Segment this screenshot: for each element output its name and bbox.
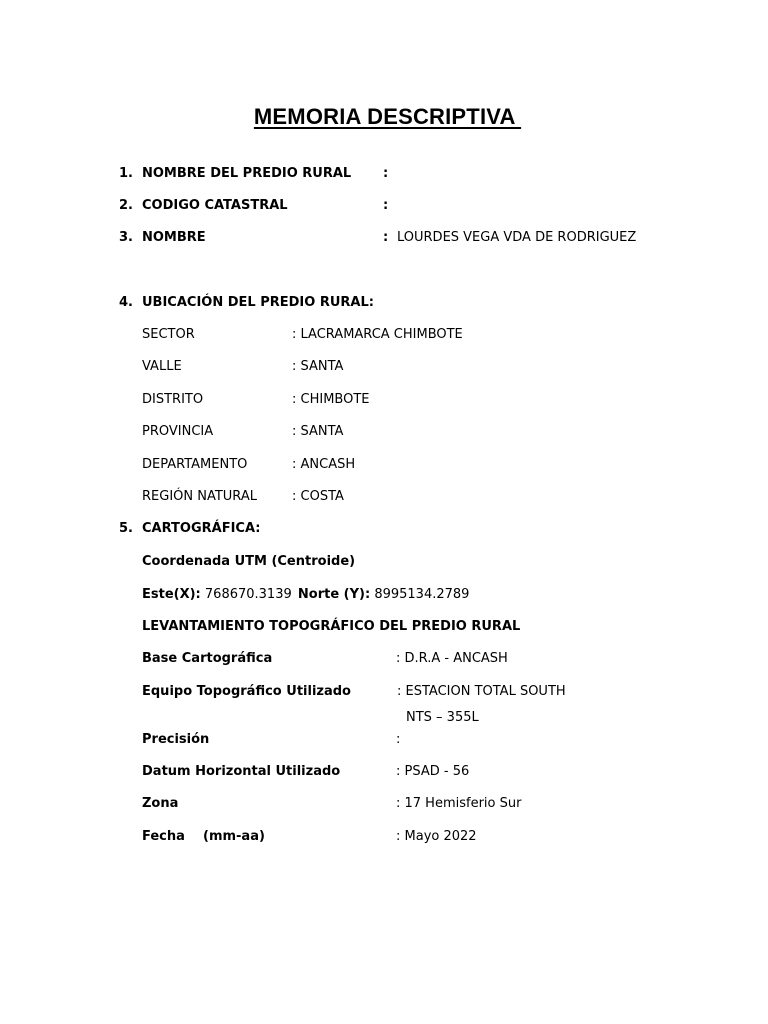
carto-value-zona: : 17 Hemisferio Sur <box>396 796 522 811</box>
utm-coordinates <box>142 586 469 604</box>
section-4-heading: UBICACIÓN DEL PREDIO RURAL: <box>142 295 374 310</box>
section-2-label: CODIGO CATASTRAL <box>142 198 288 213</box>
ubicacion-value-valle: : SANTA <box>292 359 344 374</box>
section-3-value: LOURDES VEGA VDA DE RODRIGUEZ <box>397 230 637 245</box>
carto-value-equipo-line2: NTS – 355L <box>406 710 479 725</box>
ubicacion-label-departamento: DEPARTAMENTO <box>142 457 248 472</box>
norte-label: Norte (Y): <box>297 587 371 602</box>
carto-label-equipo: Equipo Topográfico Utilizado <box>142 684 351 699</box>
ubicacion-label-sector: SECTOR <box>142 327 195 342</box>
levantamiento-heading: LEVANTAMIENTO TOPOGRÁFICO DEL PREDIO RURAL <box>142 619 521 634</box>
carto-label-base: Base Cartográfica <box>142 651 273 666</box>
ubicacion-label-distrito: DISTRITO <box>142 392 204 407</box>
ubicacion-value-sector: : LACRAMARCA CHIMBOTE <box>292 327 463 342</box>
section-4-number: 4. <box>119 295 133 310</box>
carto-value-equipo: : ESTACION TOTAL SOUTH <box>397 684 566 699</box>
norte-value: 8995134.2789 <box>374 587 470 602</box>
carto-value-fecha: : Mayo 2022 <box>396 829 477 844</box>
carto-label-zona: Zona <box>142 796 179 811</box>
section-1-label: NOMBRE DEL PREDIO RURAL <box>142 166 352 181</box>
carto-value-precision: : <box>396 732 401 747</box>
section-5-heading: CARTOGRÁFICA: <box>142 521 261 536</box>
ubicacion-label-region: REGIÓN NATURAL <box>142 489 257 504</box>
section-3-colon: : <box>383 230 389 245</box>
ubicacion-value-distrito: : CHIMBOTE <box>292 392 370 407</box>
section-3-number: 3. <box>119 230 133 245</box>
document-title: MEMORIA DESCRIPTIVA <box>253 104 522 129</box>
carto-label-datum: Datum Horizontal Utilizado <box>142 764 341 779</box>
section-3-label: NOMBRE <box>142 230 206 245</box>
carto-value-base: : D.R.A - ANCASH <box>396 651 508 666</box>
ubicacion-value-departamento: : ANCASH <box>292 457 356 472</box>
ubicacion-value-region: : COSTA <box>292 489 344 504</box>
utm-heading: Coordenada UTM (Centroide) <box>142 554 356 569</box>
ubicacion-value-provincia: : SANTA <box>292 424 344 439</box>
section-1-number: 1. <box>119 166 133 181</box>
carto-label-fecha: Fecha (mm-aa) <box>142 829 265 844</box>
ubicacion-label-provincia: PROVINCIA <box>142 424 214 439</box>
este-value: 768670.3139 <box>204 587 292 602</box>
section-1-colon: : <box>383 166 389 181</box>
section-2-number: 2. <box>119 198 133 213</box>
carto-value-datum: : PSAD - 56 <box>396 764 470 779</box>
ubicacion-label-valle: VALLE <box>142 359 182 374</box>
este-label: Este(X): <box>142 587 201 602</box>
section-5-number: 5. <box>119 521 133 536</box>
carto-label-precision: Precisión <box>142 732 210 747</box>
section-2-colon: : <box>383 198 389 213</box>
